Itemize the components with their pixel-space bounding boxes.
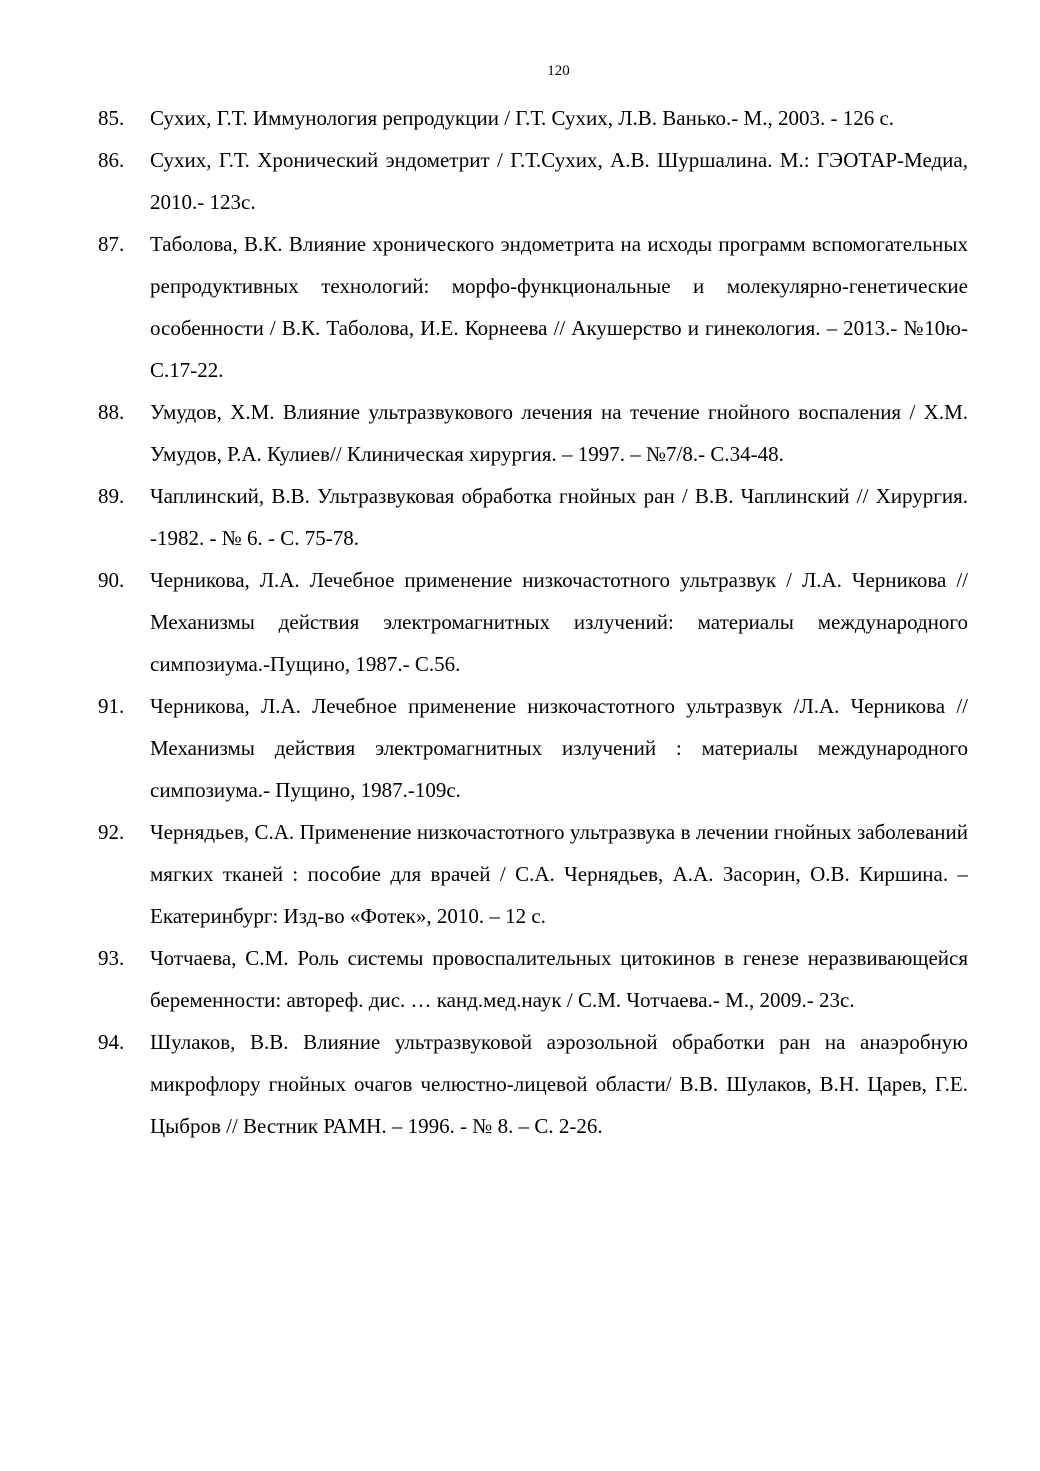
bibliography-entry bbox=[98, 559, 968, 685]
bibliography-entry bbox=[98, 811, 968, 937]
entry-number: 90. bbox=[98, 568, 125, 592]
bibliography-entry bbox=[98, 1021, 968, 1147]
bibliography-entry bbox=[98, 685, 968, 811]
entry-number: 93. bbox=[98, 946, 125, 970]
bibliography-entry bbox=[98, 139, 968, 223]
entry-text: Сухих, Г.Т. Хронический эндометрит / Г.Т.Сухих, А.В. Шуршалина. М.: ГЭОТАР-Медиа, 2010.- 123с. bbox=[150, 148, 968, 214]
bibliography-entry bbox=[98, 937, 968, 1021]
entry-text: Умудов, Х.М. Влияние ультразвукового лечения на течение гнойного воспаления / Х.М. Умудов, Р.А. Кулиев// Клиническая хирургия. – 1997. – №7/8.- С.34-48. bbox=[150, 400, 968, 466]
entry-text: Чаплинский, В.В. Ультразвуковая обработка гнойных ран / В.В. Чаплинский // Хирургия. -1982. - № 6. - С. 75-78. bbox=[150, 484, 968, 550]
entry-text: Шулаков, В.В. Влияние ультразвуковой аэрозольной обработки ран на анаэробную микрофлору гнойных очагов челюстно-лицевой области/ В.В. Шулаков, В.Н. Царев, Г.Е. Цыбров // Вестник РАМН. – 1996. - № 8. – С. 2-26. bbox=[150, 1030, 968, 1138]
page-number: 120 bbox=[547, 63, 570, 79]
bibliography-entry bbox=[98, 391, 968, 475]
bibliography-entry bbox=[98, 97, 968, 139]
entry-number: 89. bbox=[98, 484, 125, 508]
bibliography-list bbox=[98, 97, 968, 1147]
entry-number: 94. bbox=[98, 1030, 125, 1054]
entry-number: 85. bbox=[98, 106, 125, 130]
entry-number: 91. bbox=[98, 694, 125, 718]
entry-text: Черникова, Л.А. Лечебное применение низкочастотного ультразвук /Л.А. Черникова // Механизмы действия электромагнитных излучений : материалы международного симпозиума.- Пущино, 1987.-109с. bbox=[150, 694, 968, 802]
entry-text: Сухих, Г.Т. Иммунология репродукции / Г.Т. Сухих, Л.В. Ванько.- М., 2003. - 126 с. bbox=[150, 106, 895, 130]
entry-text: Черникова, Л.А. Лечебное применение низкочастотного ультразвук / Л.А. Черникова // Механизмы действия электромагнитных излучений: материалы международного симпозиума.-Пущино, 1987.- С.56. bbox=[150, 568, 968, 676]
entry-text: Чернядьев, С.А. Применение низкочастотного ультразвука в лечении гнойных заболеваний мягких тканей : пособие для врачей / С.А. Чернядьев, А.А. Засорин, О.В. Киршина. – Екатеринбург: Изд-во «Фотек», 2010. – 12 с. bbox=[150, 820, 968, 928]
entry-number: 87. bbox=[98, 232, 125, 256]
entry-number: 92. bbox=[98, 820, 125, 844]
bibliography-entry bbox=[98, 223, 968, 391]
entry-number: 86. bbox=[98, 148, 125, 172]
entry-text: Чотчаева, С.М. Роль системы провоспалительных цитокинов в генезе неразвивающейся беременности: автореф. дис. … канд.мед.наук / С.М. Чотчаева.- М., 2009.- 23с. bbox=[150, 946, 968, 1012]
bibliography-entry bbox=[98, 475, 968, 559]
entry-text: Таболова, В.К. Влияние хронического эндометрита на исходы программ вспомогательных репродуктивных технологий: морфо-функциональные и молекулярно-генетические особенности / В.К. Таболова, И.Е. Корнеева // Акушерство и гинекология. – 2013.- №10ю- С.17-22. bbox=[150, 232, 968, 382]
entry-number: 88. bbox=[98, 400, 125, 424]
